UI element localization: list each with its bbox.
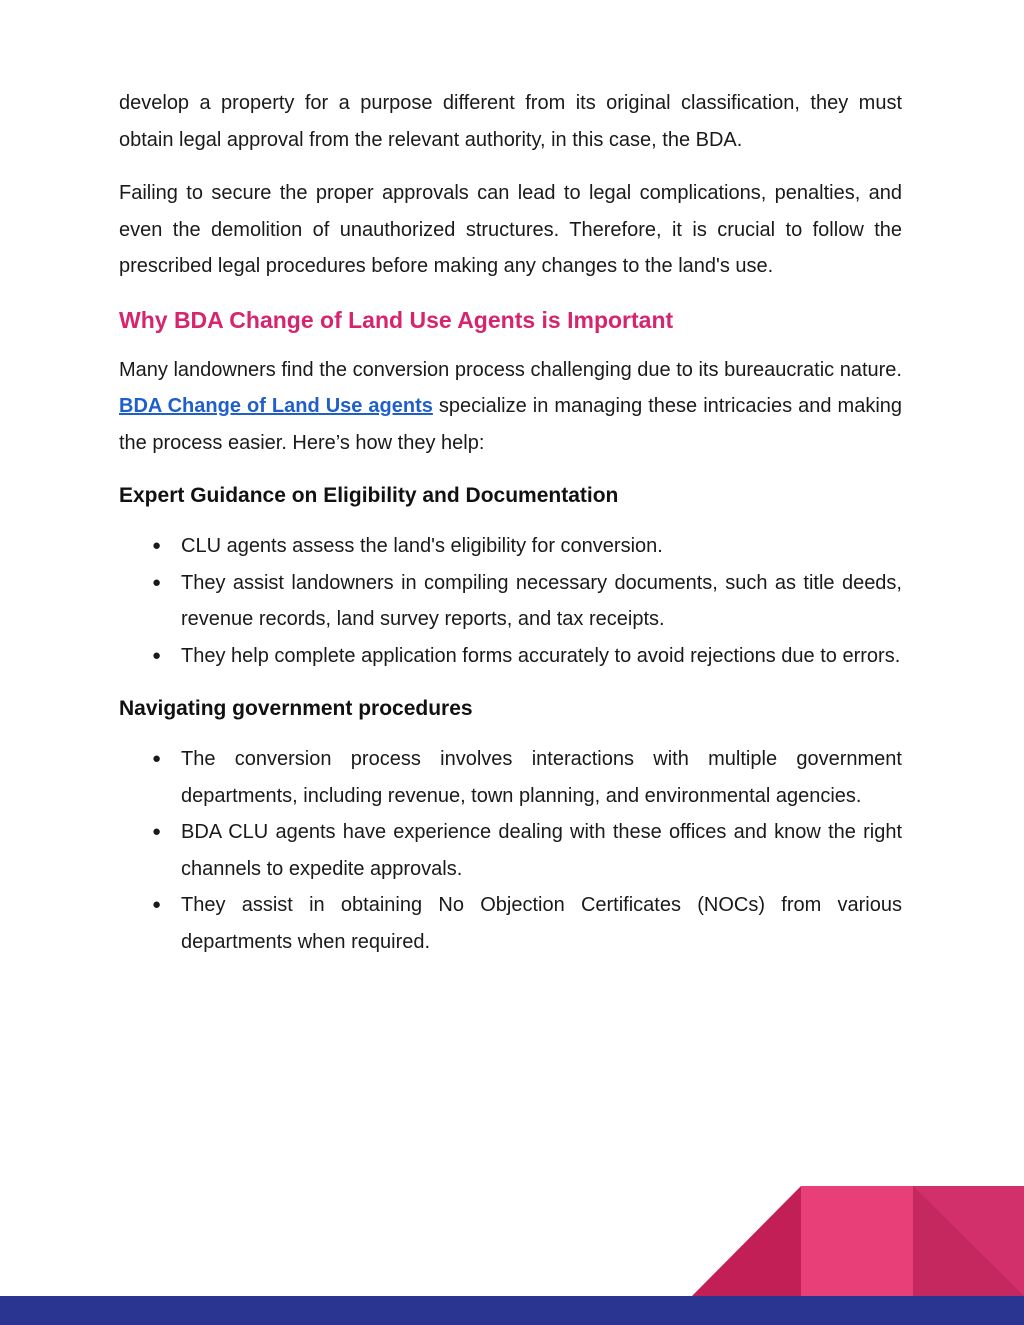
decor-left-triangle xyxy=(692,1186,801,1296)
decor-right-fold xyxy=(913,1186,1024,1296)
list-item xyxy=(119,887,902,960)
bullet-icon: ● xyxy=(152,537,162,554)
bullet-icon: ● xyxy=(152,646,162,664)
paragraph-agents-intro xyxy=(119,352,902,462)
footer-band xyxy=(0,1296,1024,1325)
bullet-icon: ● xyxy=(152,823,162,840)
document-page xyxy=(119,85,902,977)
list-item-text: The conversion process involves interactions with multiple government departments, including revenue, town planning, and environmental agencies. xyxy=(181,748,902,807)
list-item xyxy=(119,565,902,638)
subheading-expert-guidance: Expert Guidance on Eligibility and Documentation xyxy=(119,484,619,507)
subheading-navigating-procedures: Navigating government procedures xyxy=(119,697,473,720)
paragraph-approvals-warning: Failing to secure the proper approvals can lead to legal complications, penalties, and even the demolition of unauthorized structures. Therefore, it is crucial to follow the prescribed legal procedures before making any changes to the land's use. xyxy=(119,182,902,277)
list-item-text: They help complete application forms accurately to avoid rejections due to errors. xyxy=(181,644,901,667)
list-item xyxy=(119,741,902,814)
navigating-procedures-list xyxy=(119,741,902,960)
list-item-text: They assist landowners in compiling necessary documents, such as title deeds, revenue records, land survey reports, and tax receipts. xyxy=(181,571,902,630)
list-item-text: CLU agents assess the land's eligibility for conversion. xyxy=(181,535,663,557)
bullet-icon: ● xyxy=(152,750,162,767)
section-heading-why-agents: Why BDA Change of Land Use Agents is Important xyxy=(119,306,674,333)
paragraph-intro-continuation: develop a property for a purpose different from its original classification, they must obtain legal approval from the relevant authority, in this case, the BDA. xyxy=(119,92,902,151)
list-item-text: BDA CLU agents have experience dealing with these offices and know the right channels to expedite approvals. xyxy=(181,821,902,880)
decor-right-block xyxy=(913,1186,1024,1296)
paragraph-agents-intro-text-end: specialize in managing these intricacies and making the process easier. Here’s how they help: xyxy=(119,395,903,454)
list-item-text: They assist in obtaining No Objection Certificates (NOCs) from various departments when required. xyxy=(181,894,902,953)
bullet-icon: ● xyxy=(152,573,162,591)
list-item xyxy=(119,528,902,565)
list-item xyxy=(119,814,902,887)
expert-guidance-list xyxy=(119,528,902,674)
bullet-icon: ● xyxy=(152,896,162,913)
list-item xyxy=(119,638,902,675)
bda-clu-agents-link[interactable]: BDA Change of Land Use agents xyxy=(119,395,433,417)
decor-middle-block xyxy=(801,1186,913,1296)
paragraph-agents-intro-text-start: Many landowners find the conversion process challenging due to its bureaucratic nature. xyxy=(119,358,902,381)
